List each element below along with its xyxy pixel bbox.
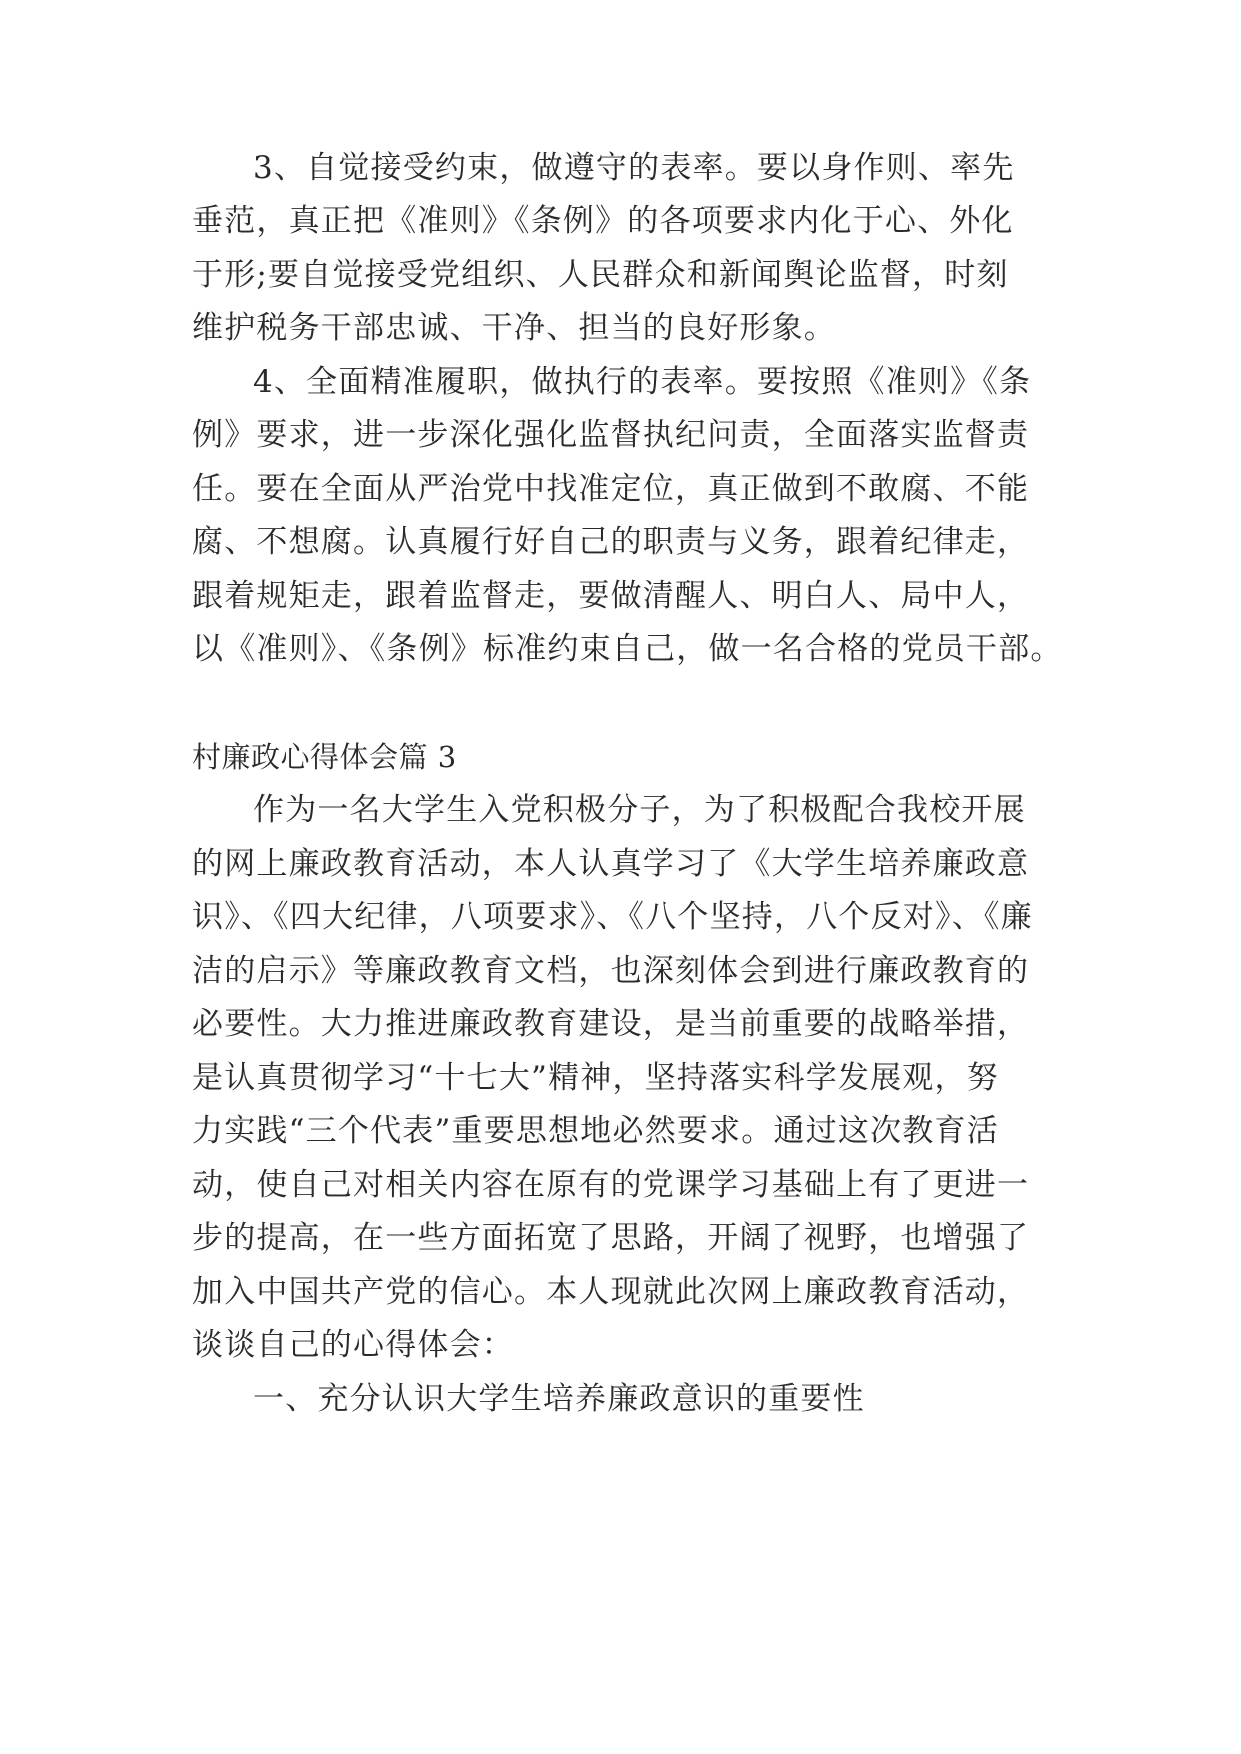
- intro-line: 加入中国共产党的信心。本人现就此次网上廉政教育活动，: [192, 1274, 1030, 1310]
- paragraph-4-line: 任。要在全面从严治党中找准定位，真正做到不敢腐、不能: [192, 471, 1030, 507]
- intro-line: 的网上廉政教育活动，本人认真学习了《大学生培养廉政意: [192, 846, 1030, 882]
- intro-line: 作为一名大学生入党积极分子，为了积极配合我校开展: [253, 792, 1026, 828]
- intro-line: 是认真贯彻学习“十七大”精神，坚持落实科学发展观，努: [192, 1060, 999, 1096]
- intro-line: 力实践“三个代表”重要思想地必然要求。通过这次教育活: [192, 1113, 999, 1149]
- intro-line: 谈谈自己的心得体会：: [192, 1327, 514, 1363]
- paragraph-4-line: 例》要求，进一步深化强化监督执纪问责，全面落实监督责: [192, 417, 1030, 453]
- paragraph-3-line: 垂范，真正把《准则》《条例》的各项要求内化于心、外化: [192, 203, 1014, 239]
- paragraph-3-line: 于形;要自觉接受党组织、人民群众和新闻舆论监督，时刻: [192, 257, 1009, 293]
- intro-line: 动，使自己对相关内容在原有的党课学习基础上有了更进一: [192, 1167, 1030, 1203]
- subheading: 一、充分认识大学生培养廉政意识的重要性: [253, 1381, 865, 1417]
- section-heading: 村廉政心得体会篇 3: [192, 740, 457, 774]
- paragraph-4-line: 跟着规矩走，跟着监督走，要做清醒人、明白人、局中人，: [192, 578, 1030, 614]
- paragraph-4-line: 腐、不想腐。认真履行好自己的职责与义务，跟着纪律走，: [192, 524, 1030, 560]
- intro-line: 步的提高，在一些方面拓宽了思路，开阔了视野，也增强了: [192, 1220, 1030, 1256]
- paragraph-4-line: 4、全面精准履职，做执行的表率。要按照《准则》《条: [253, 364, 1032, 400]
- paragraph-4-line: 以《准则》、《条例》标准约束自己，做一名合格的党员干部。: [192, 631, 1063, 667]
- paragraph-3-line: 维护税务干部忠诚、干净、担当的良好形象。: [192, 310, 836, 346]
- paragraph-3-line: 3、自觉接受约束，做遵守的表率。要以身作则、率先: [253, 150, 1015, 186]
- intro-line: 识》、《四大纪律，八项要求》、《八个坚持，八个反对》、《廉: [192, 899, 1033, 935]
- intro-line: 洁的启示》等廉政教育文档，也深刻体会到进行廉政教育的: [192, 953, 1030, 989]
- intro-line: 必要性。大力推进廉政教育建设，是当前重要的战略举措，: [192, 1006, 1030, 1042]
